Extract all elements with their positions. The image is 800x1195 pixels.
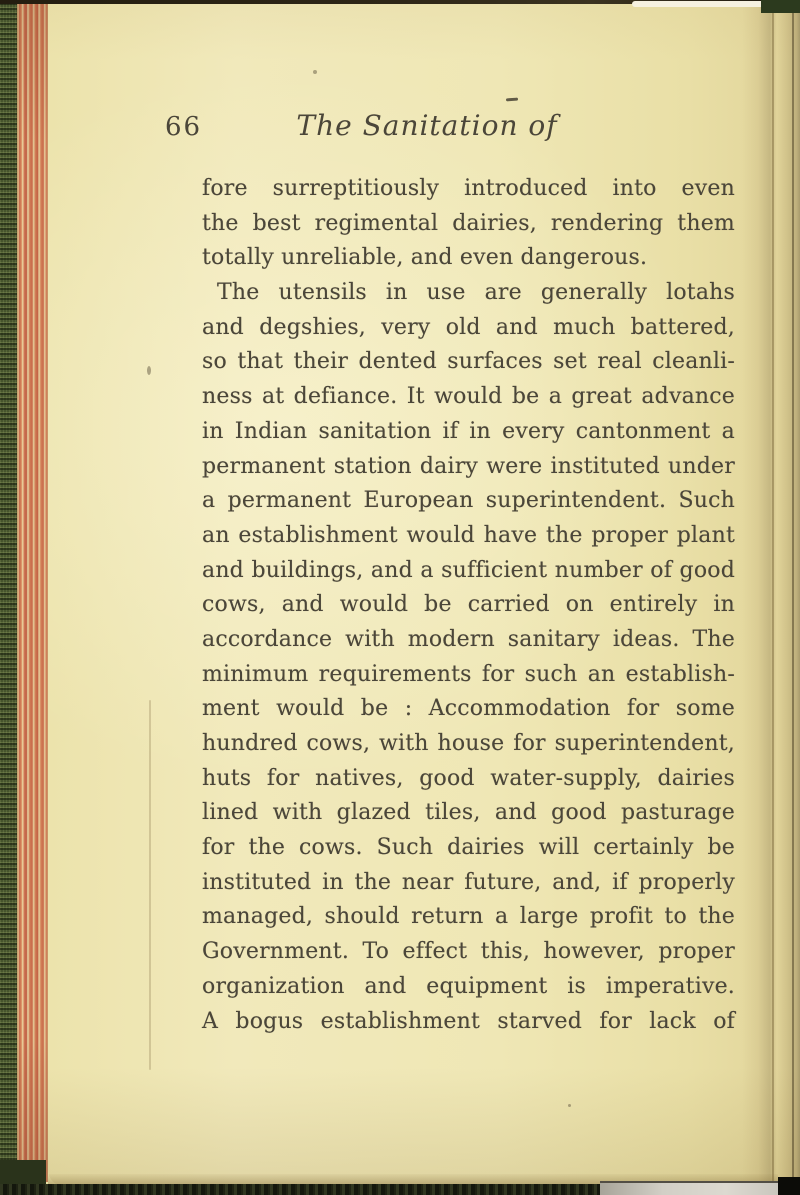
text-line: permanent station dairy were instituted under [202, 453, 735, 479]
text-line: in Indian sanitation if in every cantonment a [202, 418, 735, 444]
text-line: instituted in the near future, and, if properly [202, 869, 735, 895]
running-header: The Sanitation of [296, 109, 558, 142]
text-line: The utensils in use are generally lotahs [217, 280, 735, 306]
page-crease-line [149, 700, 151, 1070]
text-line: ness at defiance. It would be a great advance [202, 384, 735, 410]
text-line: for the cows. Such dairies will certainly be [202, 835, 735, 861]
text-line: lined with glazed tiles, and good pasturage [202, 800, 735, 826]
page-edge-line [792, 4, 794, 1186]
paper-speck [313, 70, 317, 74]
text-line: a permanent European superintendent. Such [202, 488, 735, 514]
surface-below-book [600, 1181, 780, 1195]
text-line: and degshies, very old and much battered, [202, 314, 735, 340]
page-number: 66 [165, 112, 203, 142]
text-line: accordance with modern sanitary ideas. The [202, 626, 735, 652]
text-line: A bogus establishment starved for lack of [202, 1008, 735, 1034]
page-fore-edges [17, 0, 48, 1182]
text-line: the best regimental dairies, rendering them [202, 210, 735, 236]
cover-bottom-edge [0, 1184, 602, 1195]
text-line: ment would be : Accommodation for some [202, 696, 735, 722]
text-line: hundred cows, with house for superintendent, [202, 731, 735, 756]
text-line: and buildings, and a sufficient number of good [202, 557, 735, 583]
book-cover-edge [0, 0, 17, 1195]
text-line: cows, and would be carried on entirely in [202, 592, 735, 618]
paper-speck [568, 1104, 571, 1107]
text-line: totally unreliable, and even dangerous. [202, 245, 648, 271]
page-edge-sliver [632, 1, 768, 7]
paper-speck [147, 366, 151, 375]
text-line: managed, should return a large profit to the [202, 904, 735, 930]
text-line: huts for natives, good water-supply, dairies [202, 765, 735, 791]
body-text-block [202, 172, 735, 1039]
text-line: an establishment would have the proper plant [202, 522, 735, 548]
text-line: minimum requirements for such an establish- [202, 661, 735, 687]
text-line: organization and equipment is imperative. [202, 973, 735, 999]
text-line: so that their dented surfaces set real cleanli- [202, 349, 735, 375]
page-fold-line [772, 4, 774, 1186]
cover-corner-top-right [761, 0, 800, 13]
book-page [48, 0, 800, 1186]
text-line: Government. To effect this, however, proper [202, 939, 735, 965]
photo-corner-dark [778, 1177, 800, 1195]
ink-smudge [506, 98, 518, 102]
text-line: fore surreptitiously introduced into even [202, 176, 735, 201]
